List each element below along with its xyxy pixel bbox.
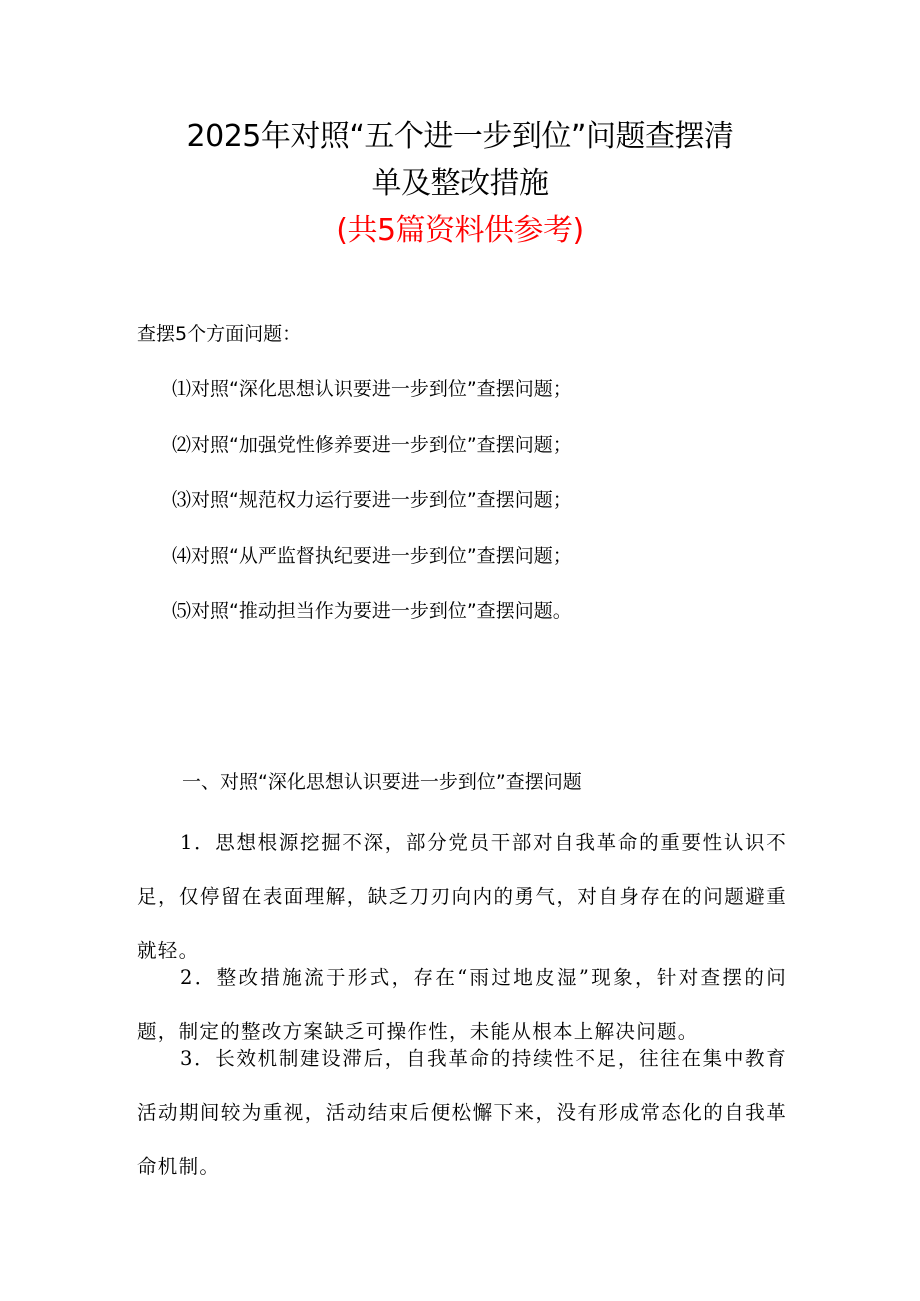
document-subtitle: (共5篇资料供参考)	[336, 213, 584, 248]
aspect-item-5: ⑸对照“推动担当作为要进一步到位”查摆问题。	[172, 600, 572, 622]
section-heading-1: 一、对照“深化思想认识要进一步到位”查摆问题	[182, 771, 582, 793]
body-paragraph-2: 2．整改措施流于形式，存在“雨过地皮湿”现象，针对查摆的问题，制定的整改方案缺乏可操作性，未能从根本上解决问题。	[137, 966, 787, 1043]
aspect-item-4: ⑷对照“从严监督执纪要进一步到位”查摆问题；	[172, 544, 572, 567]
aspect-item-2: ⑵对照“加强党性修养要进一步到位”查摆问题；	[172, 433, 572, 456]
aspect-list	[172, 375, 572, 653]
document-title-line-2: 单及整改措施	[371, 166, 549, 201]
intro-text: 查摆5个方面问题：	[137, 323, 302, 345]
aspect-item-3: ⑶对照“规范权力运行要进一步到位”查摆问题；	[172, 489, 572, 511]
body-paragraph-1: 1．思想根源挖掘不深，部分党员干部对自我革命的重要性认识不足，仅停留在表面理解，缺乏刀刃向内的勇气，对自身存在的问题避重就轻。	[137, 831, 787, 962]
document-title-line-1: 2025年对照“五个进一步到位”问题查摆清	[186, 119, 734, 154]
aspect-item-1: ⑴对照“深化思想认识要进一步到位”查摆问题；	[172, 378, 572, 400]
body-paragraph-3: 3．长效机制建设滞后，自我革命的持续性不足，往往在集中教育活动期间较为重视，活动结束后便松懈下来，没有形成常态化的自我革命机制。	[137, 1047, 787, 1178]
